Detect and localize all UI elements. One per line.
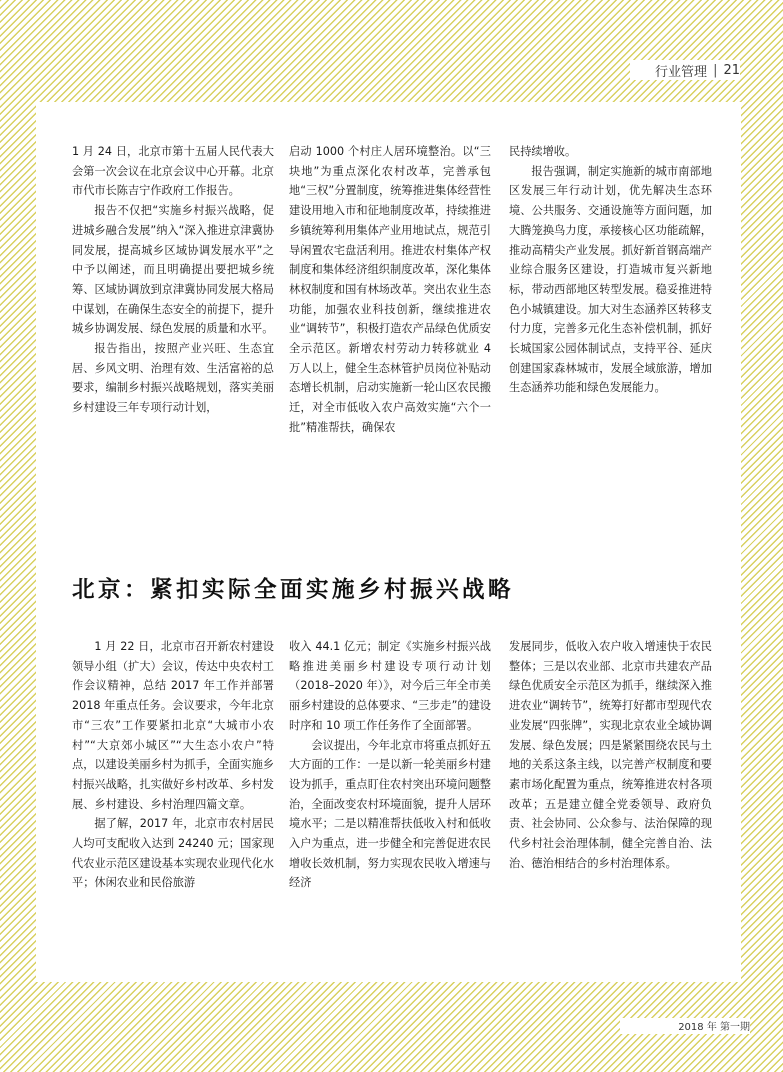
- running-header: [630, 60, 740, 80]
- article-column-1: [72, 637, 274, 893]
- header-divider: |: [713, 62, 718, 78]
- paragraph: 1 月 24 日，北京市第十五届人民代表大会第一次会议在北京会议中心开幕。北京市代市长陈吉宁作政府工作报告。: [72, 145, 274, 198]
- article-column-3: [509, 637, 712, 873]
- page-number: 21: [723, 62, 740, 78]
- paragraph: 启动 1000 个村庄人居环境整治。以“三块地”为重点深化农村改革，完善承包地“三权”分置制度，统筹推进集体经营性建设用地入市和征地制度改革，持续推进乡镇统筹利用集体产业用地试点，规范引导闲置农宅盘活利用。推进农村集体产权制度和集体经济组织制度改革，深化集体林权制度和国有林场改革。突出农业生态功能，加强农业科技创新，继续推进农业“调转节”，积极打造农产品绿色优质安全示范区。新增农村劳动力转移就业 4 万人以上，健全生态林管护员岗位补贴动态增长机制，启动实施新一轮山区农民搬迁，对全市低收入农户高效实施“六个一批”精准帮扶，确保农: [289, 145, 491, 434]
- section-label: 行业管理: [655, 64, 708, 80]
- article-title: 北京：紧扣实际全面实施乡村振兴战略: [72, 577, 515, 603]
- paragraph: 收入 44.1 亿元；制定《实施乡村振兴战略推进美丽乡村建设专项行动计划（2018–2020 年）》，对今后三年全市美丽乡村建设的总体要求、“三步走”的建设时序和 10 项工作任务作了全面部署。: [289, 640, 491, 732]
- paragraph: 报告不仅把“实施乡村振兴战略，促进城乡融合发展”纳入“深入推进京津冀协同发展，提高城乡区域协调发展水平”之中予以阐述，而且明确提出要把城乡统筹、区域协调放到京津冀协同发展大格局中谋划，在确保生态安全的前提下，提升城乡协调发展、绿色发展的质量和水平。: [72, 204, 274, 336]
- footer-issue: 2018 年 第一期: [620, 1018, 750, 1034]
- paragraph: 会议提出，今年北京市将重点抓好五大方面的工作：一是以新一轮美丽乡村建设为抓手，重点盯住农村突出环境问题整治，全面改变农村环境面貌，提升人居环境水平；二是以精准帮扶低收入村和低收入户为重点，进一步健全和完善促进农民增收长效机制，努力实现农民收入增速与经济: [289, 738, 491, 890]
- paragraph: 1 月 22 日，北京市召开新农村建设领导小组（扩大）会议，传达中央农村工作会议精神，总结 2017 年工作并部署 2018 年重点任务。会议要求，今年北京市“三农”工作要紧扣北京“大城市小农村”“大京郊小城区”“大生态小农户”特点，以建设美丽乡村为抓手，全面实施乡村振兴战略，扎实做好乡村改革、乡村发展、乡村建设、乡村治理四篇文章。: [72, 640, 274, 811]
- top-column-2: [289, 142, 491, 438]
- paragraph: 报告指出，按照产业兴旺、生态宜居、乡风文明、治理有效、生活富裕的总要求，编制乡村振兴战略规划，落实美丽乡村建设三年专项行动计划，: [72, 342, 274, 415]
- paragraph: 报告强调，制定实施新的城市南部地区发展三年行动计划，优先解决生态环境、公共服务、交通设施等方面问题，加大腾笼换鸟力度，承接核心区功能疏解，推动高精尖产业发展。抓好新首钢高端产业综合服务区建设，打造城市复兴新地标，带动西部地区转型发展。稳妥推进特色小城镇建设。加大对生态涵养区转移支付力度，完善多元化生态补偿机制，抓好长城国家公园体制试点，支持平谷、延庆创建国家森林城市，发展全域旅游，增加生态涵养功能和绿色发展能力。: [509, 164, 712, 395]
- top-column-3: [509, 142, 712, 398]
- paragraph: 据了解，2017 年，北京市农村居民人均可支配收入达到 24240 元；国家现代农业示范区建设基本实现农业现代化水平；休闲农业和民俗旅游: [72, 817, 274, 890]
- top-column-1: [72, 142, 274, 418]
- paragraph: 发展同步，低收入农户收入增速快于农民整体；三是以农业部、北京市共建农产品绿色优质安全示范区为抓手，继续深入推进农业“调转节”，统筹打好都市型现代农业发展“四张牌”，实现北京农业全域协调发展、绿色发展；四是紧紧围绕农民与土地的关系这条主线，以完善产权制度和要素市场化配置为重点，统筹推进农村各项改革；五是建立健全党委领导、政府负责、社会协同、公众参与、法治保障的现代乡村社会治理体制，健全完善自治、法治、德治相结合的乡村治理体系。: [509, 640, 712, 870]
- article-column-2: [289, 637, 491, 893]
- paragraph: 民持续增收。: [509, 145, 577, 158]
